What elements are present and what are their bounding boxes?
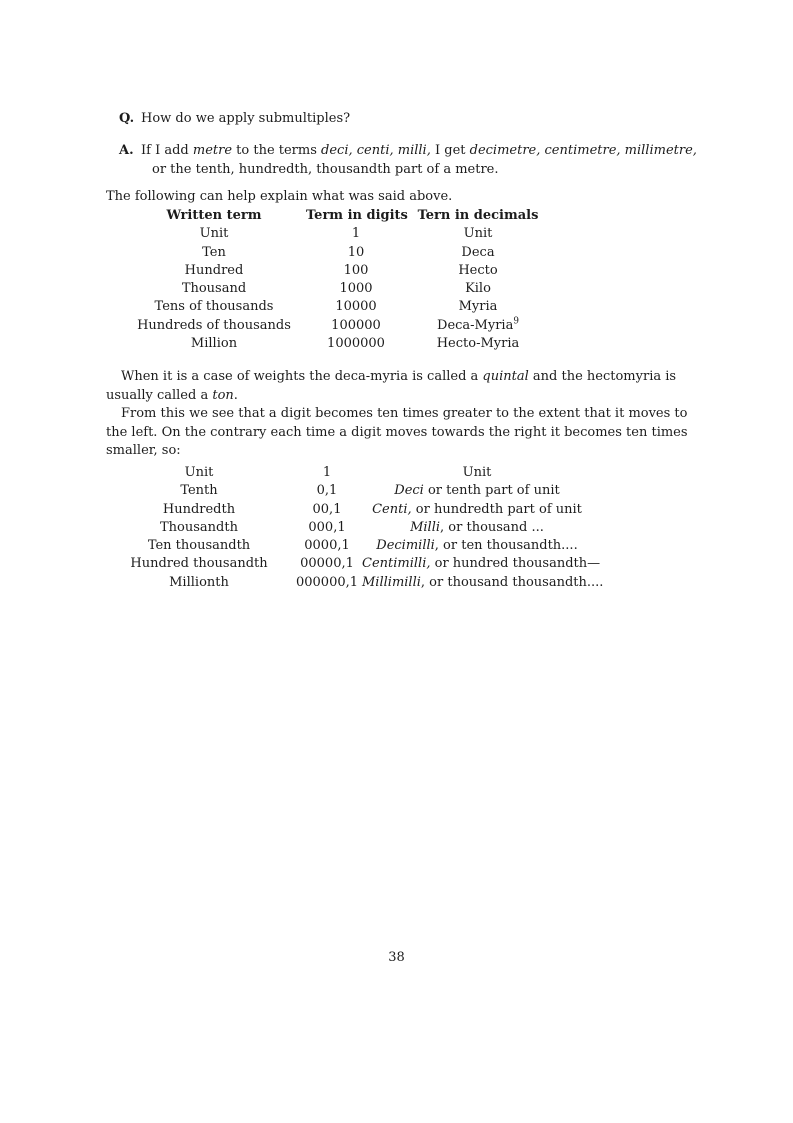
table-cell: Hundredth	[162, 501, 236, 517]
table-cell: Unit	[199, 226, 229, 242]
table-cell: 000000,1	[295, 574, 359, 590]
table-cell: Centimilli, or hundred thousandth—	[362, 556, 601, 572]
table-row	[122, 317, 550, 335]
answer-line-1	[119, 143, 697, 158]
column-header-term-in-digits: Term in digits	[306, 208, 408, 223]
multiples-table	[122, 207, 550, 353]
table-cell: Hundred	[184, 262, 244, 278]
answer-label: A.	[119, 143, 134, 158]
table-cell: 1000000	[327, 336, 385, 352]
table-cell: Million	[190, 336, 238, 352]
answer-line-2	[152, 162, 499, 177]
paragraph-line: When it is a case of weights the deca-myria is called a quintal and the hectomyria is	[121, 369, 677, 384]
table-cell: Thousandth	[160, 519, 238, 535]
table-cell: Milli, or thousand ...	[410, 519, 544, 535]
table-cell: 0000,1	[304, 538, 350, 554]
table-header-row	[122, 207, 550, 225]
table-row	[106, 501, 592, 519]
table-cell: Millionth	[169, 574, 229, 590]
table-cell: 100	[343, 262, 369, 278]
table-cell: 1000	[339, 281, 373, 297]
table-row	[122, 298, 550, 316]
table-cell-with-footnote-marker: Deca-Myria$^9$	[437, 316, 519, 333]
body-paragraphs	[106, 368, 688, 461]
table-cell: Hundred thousandth	[130, 556, 268, 572]
table-cell: Deci or tenth part of unit	[394, 483, 560, 499]
table-cell: 1	[322, 465, 332, 480]
question-line	[119, 111, 350, 126]
table-cell: Thousand	[181, 281, 247, 297]
table-cell: Myria	[458, 299, 498, 315]
table-cell: 10000	[335, 299, 377, 315]
column-header-tern-in-decimals: Tern in decimals	[417, 208, 539, 223]
table-cell: 0,1	[316, 483, 338, 499]
table-cell: Tens of thousands	[154, 299, 274, 315]
table-cell: Tenth	[180, 483, 218, 499]
table-cell: Ten thousandth	[147, 538, 251, 554]
table-cell: Ten	[202, 244, 226, 260]
table-cell: 10	[347, 244, 365, 260]
table-cell: Hundreds of thousands	[137, 317, 291, 333]
table-row	[122, 262, 550, 280]
table-cell: Kilo	[465, 281, 491, 297]
table-row	[122, 244, 550, 262]
table-cell: Millimilli, or thousand thousandth....	[362, 574, 604, 590]
table-row	[106, 464, 592, 482]
question-label: Q.	[119, 111, 135, 126]
paragraph-line: usually called a ton.	[106, 387, 238, 403]
table-row	[106, 555, 601, 573]
table-row	[122, 335, 550, 353]
table-cell: Unit	[184, 465, 214, 480]
table-cell: Hecto-Myria	[436, 336, 520, 352]
table-row	[106, 519, 592, 537]
answer-text-line-1: If I add metre to the terms deci, centi, milli, I get decimetre, centimetre, millimetre,	[141, 143, 697, 158]
table-cell: 1	[351, 226, 361, 242]
table-row	[122, 225, 550, 243]
table-cell: 00,1	[312, 501, 342, 517]
paragraph-line: smaller, so:	[106, 443, 181, 459]
table-row	[122, 280, 550, 298]
table-cell: Unit	[462, 465, 492, 480]
table-cell: Decimilli, or ten thousandth....	[376, 538, 578, 554]
table-cell: Unit	[463, 226, 493, 242]
paragraph-line: the left. On the contrary each time a digit moves towards the right it becomes ten times	[106, 424, 688, 440]
page-number: 38	[388, 950, 405, 965]
column-header-written-term: Written term	[166, 208, 262, 223]
table-cell: 00000,1	[300, 556, 354, 572]
table-row	[106, 574, 604, 592]
table-cell: Centi, or hundredth part of unit	[372, 501, 582, 517]
paragraph-line: From this we see that a digit becomes ten times greater to the extent that it moves to	[121, 406, 688, 422]
table-row	[106, 482, 592, 500]
table-cell: 000,1	[308, 519, 346, 535]
table-row	[106, 537, 592, 555]
submultiples-table	[106, 464, 604, 592]
intro-paragraph: The following can help explain what was said above.	[106, 189, 453, 204]
table-cell: Deca	[461, 244, 495, 260]
question-text: How do we apply submultiples?	[141, 111, 351, 126]
table-cell: Hecto	[458, 262, 498, 278]
table-cell: 100000	[331, 317, 381, 333]
answer-text-line-2: or the tenth, hundredth, thousandth part of a metre.	[152, 162, 499, 177]
